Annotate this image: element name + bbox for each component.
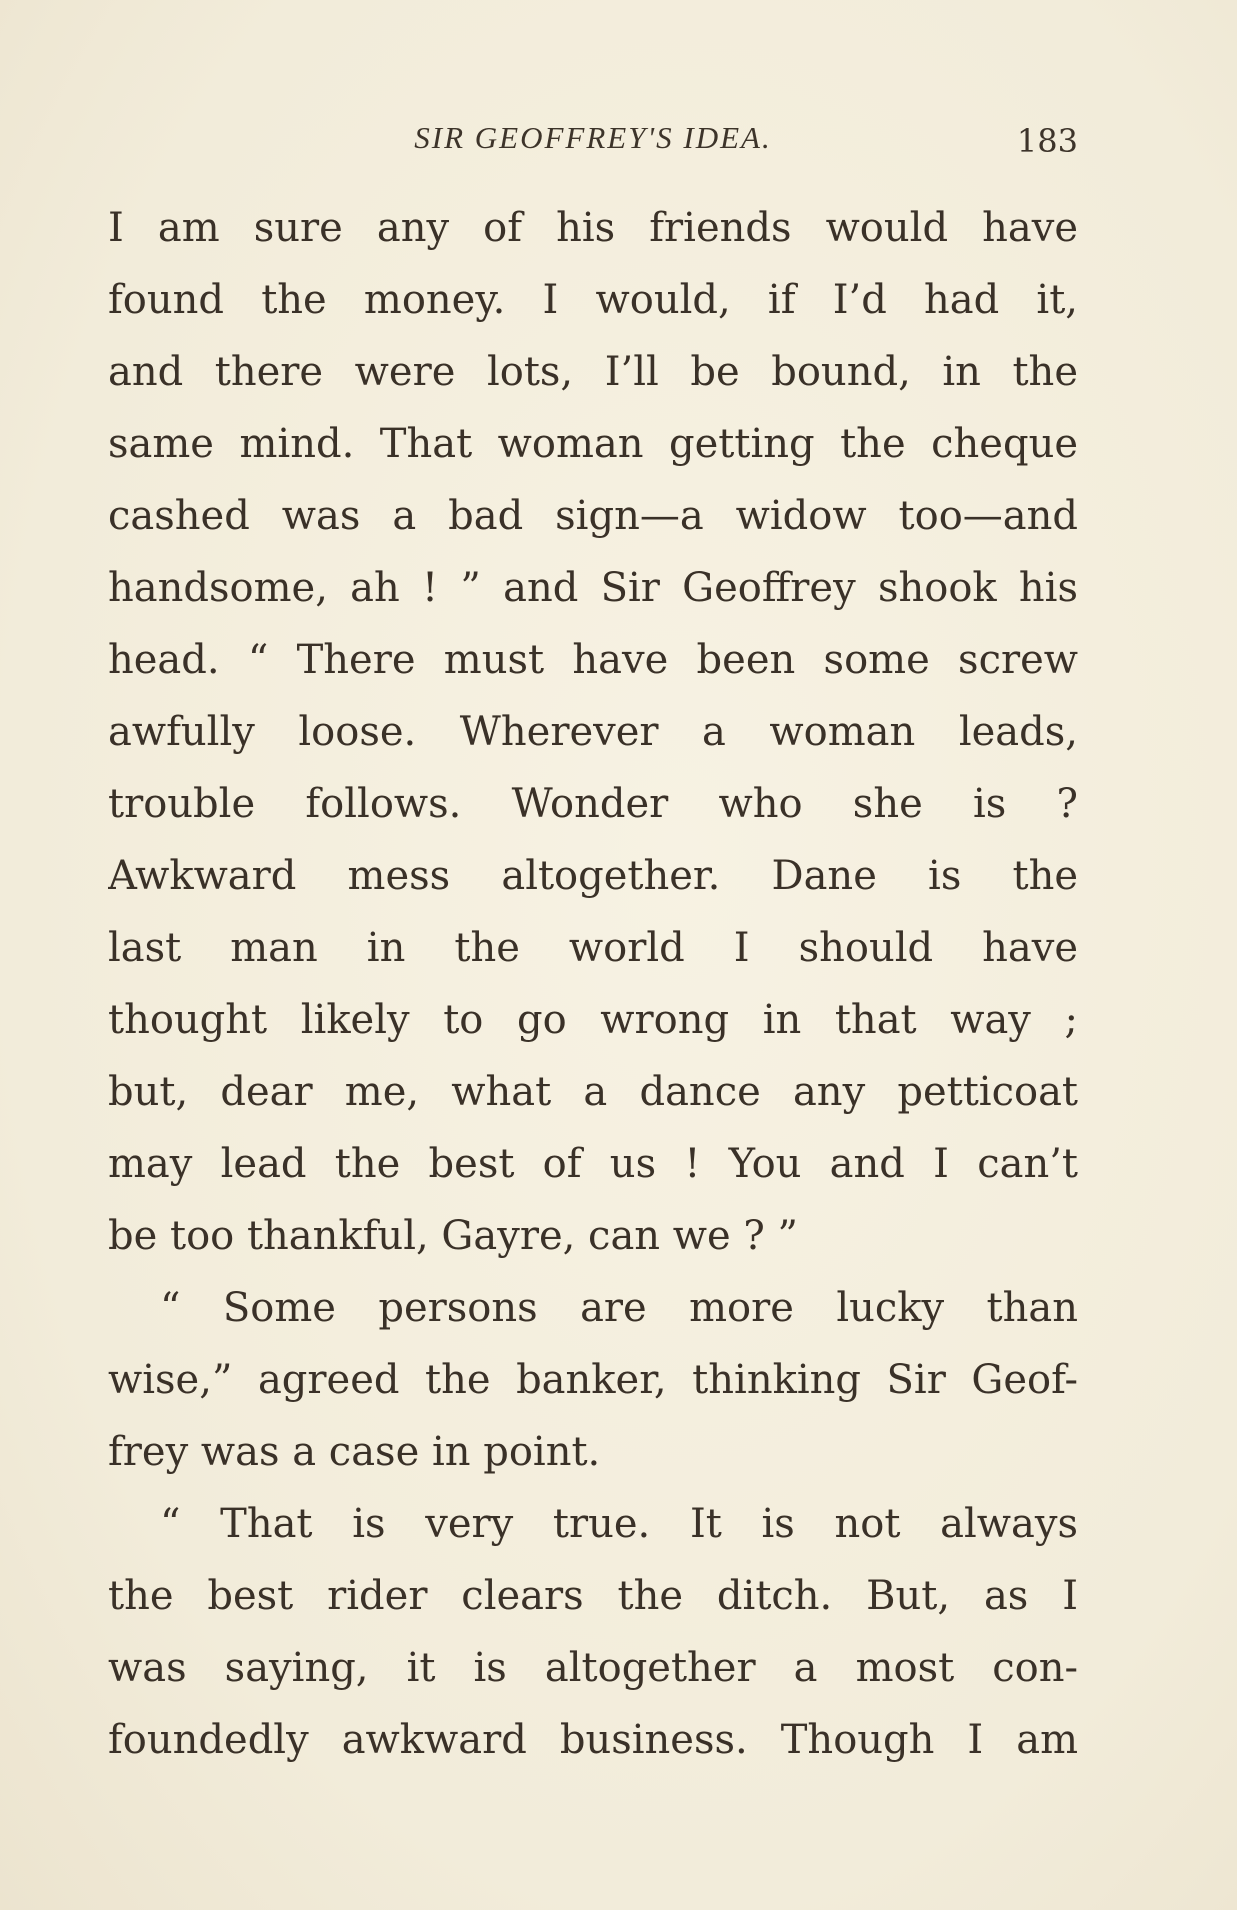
text-line: but, dear me, what a dance any petticoat bbox=[108, 1069, 1078, 1115]
text-line: the best rider clears the ditch. But, as I bbox=[108, 1573, 1078, 1619]
text-line: “ That is very true. It is not always bbox=[160, 1501, 1078, 1547]
text-line: wise,” agreed the banker, thinking Sir Geof- bbox=[108, 1357, 1078, 1403]
text-line: frey was a case in point. bbox=[108, 1429, 601, 1475]
text-line: Awkward mess altogether. Dane is the bbox=[108, 853, 1078, 899]
text-line: handsome, ah ! ” and Sir Geoffrey shook his bbox=[108, 565, 1078, 611]
text-line: trouble follows. Wonder who she is ? bbox=[108, 781, 1078, 827]
text-line: cashed was a bad sign—a widow too—and bbox=[108, 493, 1078, 539]
text-line: be too thankful, Gayre, can we ? ” bbox=[108, 1213, 798, 1259]
text-line: awfully loose. Wherever a woman leads, bbox=[108, 709, 1078, 755]
text-line: found the money. I would, if I’d had it, bbox=[108, 277, 1078, 323]
text-line: thought likely to go wrong in that way ; bbox=[108, 997, 1078, 1043]
text-line: foundedly awkward business. Though I am bbox=[108, 1717, 1078, 1763]
text-line: same mind. That woman getting the cheque bbox=[108, 421, 1078, 467]
text-line: head. “ There must have been some screw bbox=[108, 637, 1078, 683]
page-number: 183 bbox=[1016, 122, 1078, 160]
body-text bbox=[108, 192, 1078, 1776]
text-line: last man in the world I should have bbox=[108, 925, 1078, 971]
running-title: SIR GEOFFREY'S IDEA. bbox=[414, 120, 772, 155]
text-line: “ Some persons are more lucky than bbox=[160, 1285, 1078, 1331]
text-line: I am sure any of his friends would have bbox=[108, 205, 1078, 251]
text-line: was saying, it is altogether a most con- bbox=[108, 1645, 1078, 1691]
text-line: and there were lots, I’ll be bound, in the bbox=[108, 349, 1078, 395]
text-line: may lead the best of us ! You and I can’t bbox=[108, 1141, 1078, 1187]
running-head bbox=[108, 120, 1078, 172]
